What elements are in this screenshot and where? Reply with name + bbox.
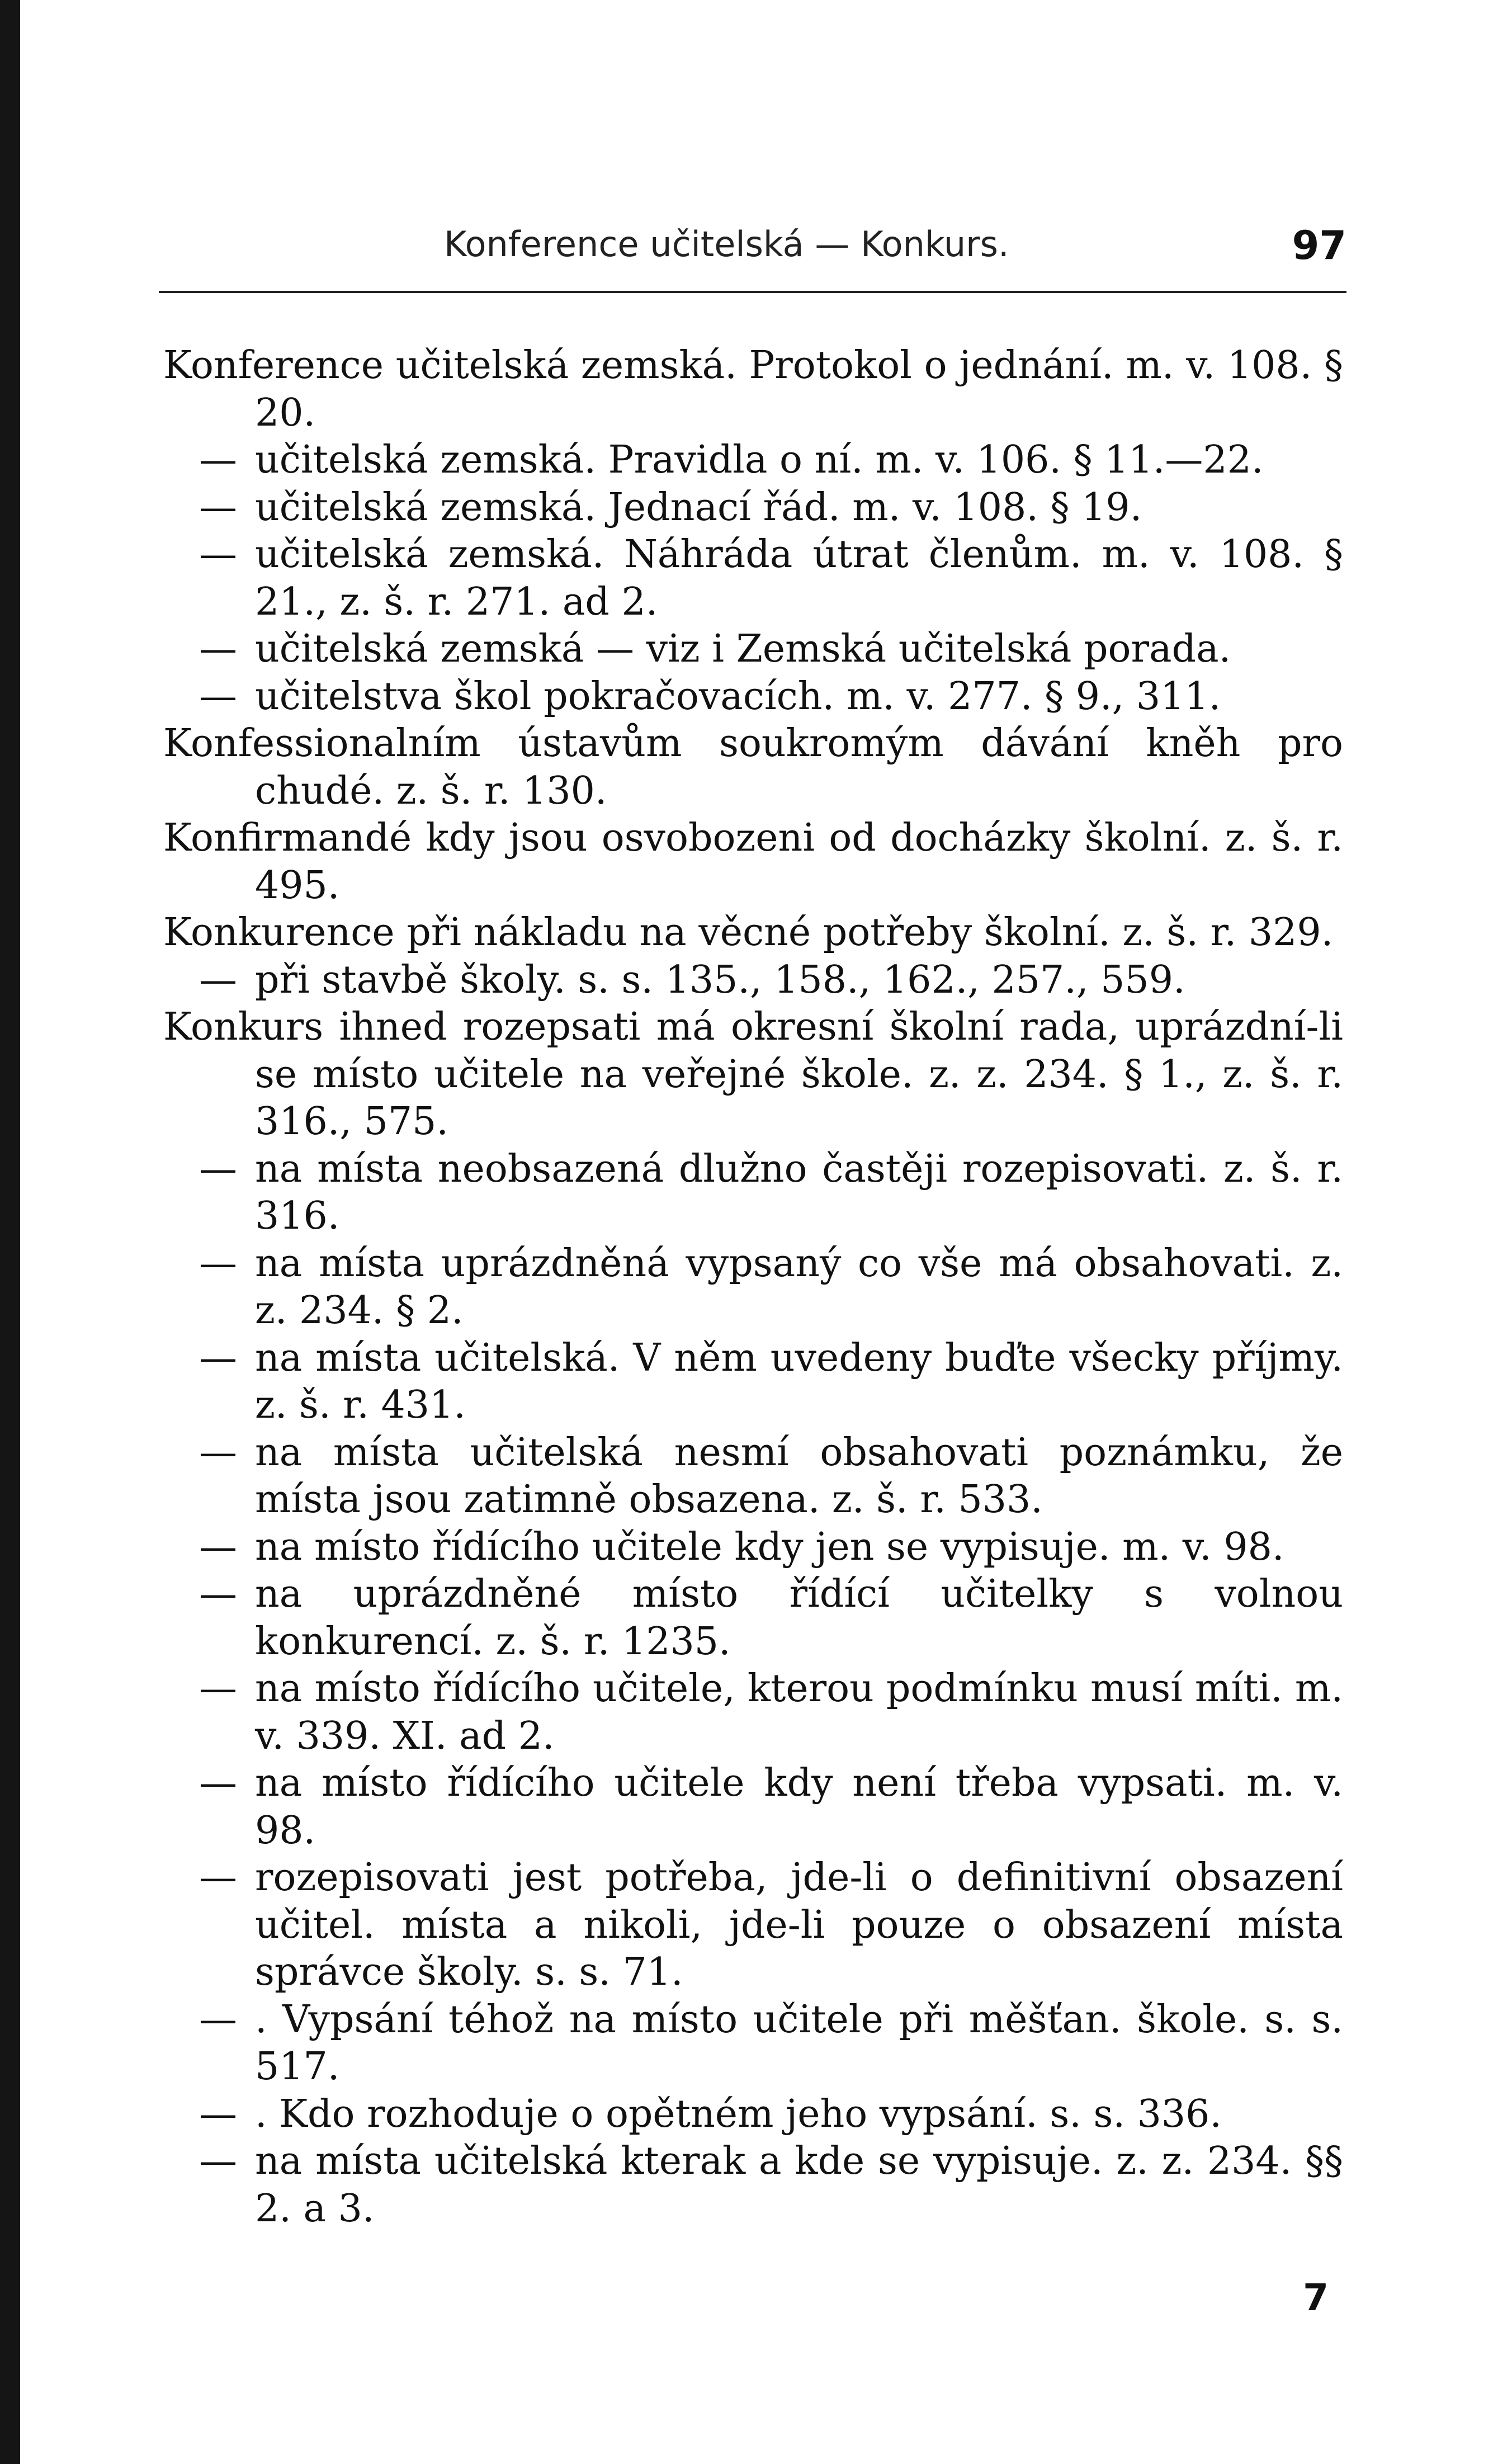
- book-page: [20, 0, 1512, 2464]
- dash-marker: —: [199, 1430, 237, 1475]
- dash-marker: —: [199, 485, 237, 530]
- dash-marker: —: [199, 674, 237, 719]
- index-subentry: — na místo řídícího učitele kdy jen se vypisuje. m. v. 98.: [163, 1524, 1343, 1571]
- index-entries: [163, 342, 1343, 2232]
- dash-marker: —: [199, 1572, 237, 1616]
- index-subentry: — na uprázdněné místo řídící učitelky s volnou konkurencí. z. š. r. 1235.: [199, 1572, 1343, 1664]
- index-subentry: — při stavbě školy. s. s. 135., 158., 162., 257., 559.: [163, 957, 1343, 1004]
- running-header: [159, 213, 1346, 293]
- index-subentry: — na místa učitelská nesmí obsahovati poznámku, že místa jsou zatimně obsazena. z. š. r. 533.: [199, 1430, 1343, 1522]
- index-subentry: — na místa neobsazená dlužno častěji rozepisovati. z. š. r. 316.: [199, 1146, 1343, 1238]
- index-subentry: — na místa učitelská kterak a kde se vypisuje. z. z. 234. §§ 2. a 3.: [199, 2139, 1343, 2231]
- index-subentry: — na místa uprázdněná vypsaný co vše má obsahovati. z. z. 234. § 2.: [199, 1241, 1343, 1333]
- index-subentry: — na místo řídícího učitele, kterou podmínku musí míti. m. v. 339. XI. ad 2.: [199, 1667, 1343, 1758]
- dash-marker: —: [199, 1524, 237, 1569]
- header-title: Konference učitelská — Konkurs.: [444, 224, 1009, 265]
- index-entry: Konference učitelská zemská. Protokol o jednání. m. v. 108. § 20.: [163, 343, 1343, 435]
- dash-marker: —: [199, 1997, 237, 2042]
- dash-marker: —: [199, 1856, 237, 1900]
- page-number: 97: [1292, 223, 1346, 268]
- dash-marker: —: [199, 532, 237, 577]
- dash-marker: —: [199, 2139, 237, 2183]
- dash-marker: —: [199, 2092, 237, 2136]
- index-subentry: — učitelská zemská — viz i Zemská učitelská porada.: [163, 626, 1343, 673]
- dash-marker: —: [199, 1761, 237, 1805]
- index-subentry: — učitelská zemská. Pravidla o ní. m. v. 106. § 11.—22.: [163, 437, 1343, 484]
- index-subentry: — na místa učitelská. V něm uvedeny buďte všecky příjmy. z. š. r. 431.: [199, 1335, 1343, 1427]
- index-entry: Konkurs ihned rozepsati má okresní školní rada, uprázdní-li se místo učitele na veřejné škole. z. z. 234. § 1., z. š. r. 316., 575.: [163, 1005, 1343, 1144]
- index-subentry: — učitelská zemská. Jednací řád. m. v. 108. § 19.: [163, 484, 1343, 532]
- dash-marker: —: [199, 1335, 237, 1380]
- dash-marker: —: [199, 1667, 237, 1711]
- index-subentry: — učitelstva škol pokračovacích. m. v. 277. § 9., 311.: [163, 673, 1343, 721]
- dash-marker: —: [199, 1241, 237, 1286]
- index-entry: Konfirmandé kdy jsou osvobozeni od docházky školní. z. š. r. 495.: [163, 816, 1343, 908]
- dash-marker: —: [199, 438, 237, 482]
- dash-marker: —: [199, 957, 237, 1002]
- dash-marker: —: [199, 627, 237, 671]
- index-subentry: — . Kdo rozhoduje o opětném jeho vypsání. s. s. 336.: [163, 2091, 1343, 2139]
- index-entry: Konfessionalním ústavům soukromým dávání kněh pro chudé. z. š. r. 130.: [163, 721, 1343, 813]
- signature-mark: 7: [1303, 2276, 1329, 2319]
- index-entry: Konkurence při nákladu na věcné potřeby školní. z. š. r. 329.: [163, 910, 1334, 955]
- index-subentry: — učitelská zemská. Náhráda útrat členům. m. v. 108. § 21., z. š. r. 271. ad 2.: [199, 532, 1343, 624]
- index-subentry: — na místo řídícího učitele kdy není třeba vypsati. m. v. 98.: [199, 1761, 1343, 1853]
- index-subentry: — rozepisovati jest potřeba, jde-li o definitivní obsazení učitel. místa a nikoli, jde-li pouze o obsazení místa správce školy. s. s. 71.: [199, 1856, 1343, 1994]
- dash-marker: —: [199, 1146, 237, 1191]
- index-subentry: — . Vypsání téhož na místo učitele při měšťan. škole. s. s. 517.: [199, 1997, 1343, 2089]
